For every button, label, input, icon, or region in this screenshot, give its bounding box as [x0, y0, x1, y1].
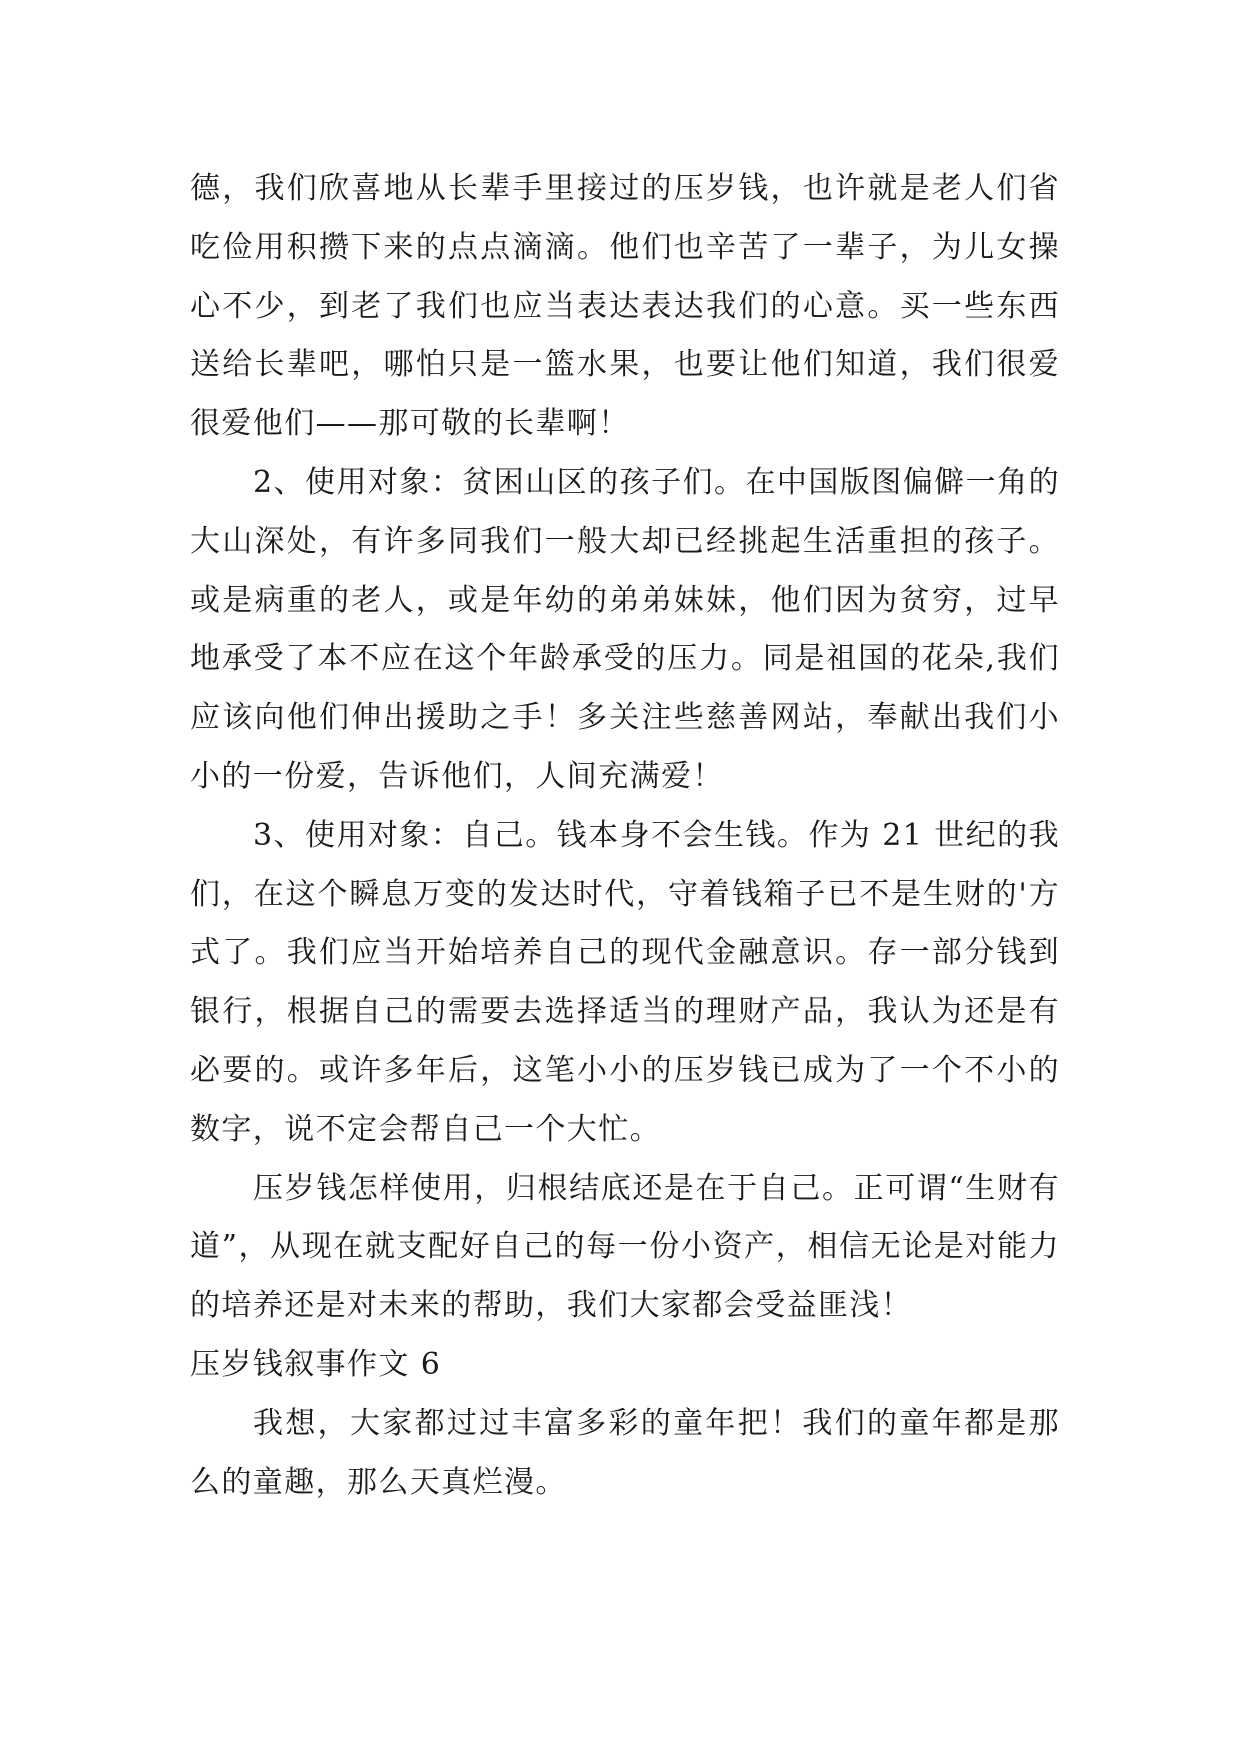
section-heading: 压岁钱叙事作文 6 [190, 1346, 442, 1382]
paragraph-childhood: 我想，大家都过过丰富多彩的童年把！我们的童年都是那么的童趣，那么天真烂漫。 [190, 1405, 1060, 1500]
paragraph-elders: 德，我们欣喜地从长辈手里接过的压岁钱，也许就是老人们省吃俭用积攒下来的点点滴滴。他们也辛苦了一辈子，为儿女操心不少，到老了我们也应当表达表达我们的心意。买一些东西送给长辈吧，哪怕只是一篮水果，也要让他们知道，我们很爱很爱他们——那可敬的长辈啊！ [190, 171, 1060, 442]
paragraph-self: 3、使用对象：自己。钱本身不会生钱。作为 21 世纪的我们，在这个瞬息万变的发达时代，守着钱箱子已不是生财的'方式了。我们应当开始培养自己的现代金融意识。存一部分钱到银行，根据自己的需要去选择适当的理财产品，我认为还是有必要的。或许多年后，这笔小小的压岁钱已成为了一个不小的数字，说不定会帮自己一个大忙。 [190, 817, 1060, 1147]
document-body [190, 160, 1060, 1512]
paragraph-poor-children: 2、使用对象：贫困山区的孩子们。在中国版图偏僻一角的大山深处，有许多同我们一般大却已经挑起生活重担的孩子。或是病重的老人，或是年幼的弟弟妹妹，他们因为贫穷，过早地承受了本不应在这个年龄承受的压力。同是祖国的花朵,我们应该向他们伸出援助之手！多关注些慈善网站，奉献出我们小小的一份爱，告诉他们，人间充满爱！ [190, 464, 1060, 794]
paragraph-conclusion: 压岁钱怎样使用，归根结底还是在于自己。正可谓“生财有道”，从现在就支配好自己的每一份小资产，相信无论是对能力的培养还是对未来的帮助，我们大家都会受益匪浅！ [190, 1170, 1060, 1324]
